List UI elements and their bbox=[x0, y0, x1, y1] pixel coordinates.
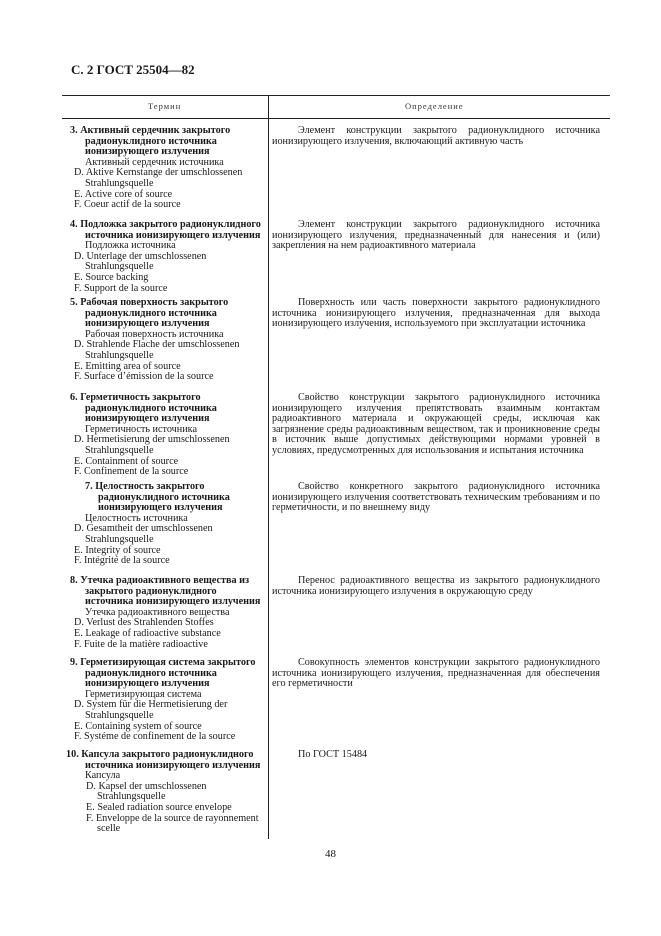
term-short: Подложка источника bbox=[85, 240, 176, 252]
definition-text: Элемент конструкции закрытого радионуклидного источника ионизирующего излучения, предназначенный для нанесения и (или) закрепления на нем радиоактивного материала bbox=[272, 219, 600, 252]
term-german: D. Aktive Kernstange der umschlossenen Strahlungsquelle bbox=[74, 167, 243, 189]
term-english: E. Sealed radiation source envelope bbox=[86, 801, 232, 813]
term-english: E. Source backing bbox=[74, 271, 149, 283]
term-name: 3. Активный сердечник закрытого радионуклидного источника ионизирующего излучения bbox=[70, 125, 231, 158]
term-name: 7. Целостность закрытого радионуклидного источника ионизирующего излучения bbox=[85, 481, 230, 514]
term-entry bbox=[70, 658, 266, 743]
column-header-definition: Определение bbox=[405, 101, 464, 111]
term-english: E. Containing system of source bbox=[74, 720, 202, 732]
term-french: F. Confinement de la source bbox=[74, 466, 189, 478]
term-german: D. Kapsel der umschlossenen Strahlungsquelle bbox=[86, 780, 207, 803]
term-french: F. Fuite de la matière radioactive bbox=[74, 638, 208, 650]
term-french: F. Coeur actif de la source bbox=[74, 199, 181, 211]
definition-text: Элемент конструкции закрытого радионуклидного источника ионизирующего излучения, включающий активную часть bbox=[272, 125, 600, 147]
term-entry bbox=[70, 482, 266, 567]
term-entry bbox=[66, 750, 266, 835]
term-german: D. Strahlende Flache der umschlossenen Strahlungsquelle bbox=[74, 339, 240, 361]
term-entry bbox=[70, 126, 266, 211]
term-german: D. Hermetisierung der umschlossenen Strahlungsquelle bbox=[74, 434, 230, 456]
term-name: 8. Утечка радиоактивного вещества из закрытого радионуклидного источника ионизирующего излучения bbox=[70, 575, 261, 608]
definition-text: По ГОСТ 15484 bbox=[298, 749, 368, 760]
table-top-border bbox=[62, 95, 610, 96]
table-header-border bbox=[62, 118, 610, 119]
term-name: 9. Герметизирующая система закрытого радионуклидного источника ионизирующего излучения bbox=[70, 657, 256, 690]
definition-text: Совокупность элементов конструкции закрытого радионуклидного источника ионизирующего излучения, предназначенная для обеспечения его герметичности bbox=[272, 657, 600, 690]
term-french: F. Surface d’émission de la source bbox=[74, 371, 214, 383]
term-short: Утечка радиоактивного вещества bbox=[85, 606, 230, 618]
term-short: Герметичность источника bbox=[85, 423, 198, 435]
term-english: E. Leakage of radioactive substance bbox=[74, 627, 221, 639]
term-name: 4. Подложка закрытого радионуклидного источника ионизирующего излучения bbox=[70, 219, 261, 241]
term-french: F. Support de la source bbox=[74, 282, 168, 294]
definition-text: Поверхность или часть поверхности закрытого радионуклидного источника ионизирующего излучения, предназначенная для выхода ионизирующего излучения, используемого при эксплуатации источника bbox=[272, 297, 600, 330]
term-english: E. Containment of source bbox=[74, 455, 179, 467]
term-english: E. Emitting area of source bbox=[74, 360, 181, 372]
term-short: Герметизирующая система bbox=[85, 688, 202, 700]
term-short: Капсула bbox=[85, 770, 121, 782]
term-english: E. Active core of source bbox=[74, 188, 173, 200]
term-entry bbox=[70, 298, 266, 383]
definition-text: Свойство конкретного закрытого радионуклидного источника ионизирующего излучения соответствовать техническим требованиям и по герметичности, и по внешнему виду bbox=[272, 481, 600, 514]
definition-text: Свойство конструкции закрытого радионуклидного источника ионизирующего излучения препятствовать взаимным контактам радиоактивного материала и окружающей среды, исключая как загрязнение среды радиоактивным веществом, так и проникновение среды в источник выше допустимых действующими нормами уровней в условиях, предусмотренных для использования и испытания источника bbox=[272, 392, 600, 456]
term-english: E. Integrity of source bbox=[74, 544, 161, 556]
term-entry bbox=[70, 393, 266, 478]
term-entry bbox=[70, 220, 266, 294]
column-divider bbox=[268, 95, 269, 839]
term-short: Активный сердечник источника bbox=[85, 156, 224, 168]
term-french: F. Intégrité de la source bbox=[74, 555, 170, 567]
definition-text: Перенос радиоактивного вещества из закрытого радионуклидного источника ионизирующего излучения в окружающую среду bbox=[272, 575, 600, 597]
column-header-term: Термин bbox=[148, 101, 182, 111]
page-header: С. 2 ГОСТ 25504—82 bbox=[71, 62, 195, 77]
term-name: 6. Герметичность закрытого радионуклидного источника ионизирующего излучения bbox=[70, 392, 217, 425]
term-french: F. Enveloppe de la source de rayonnement scelle bbox=[86, 812, 259, 835]
term-german: D. Unterlage der umschlossenen Strahlungsquelle bbox=[74, 250, 207, 273]
term-french: F. Systéme de confinement de la source bbox=[74, 731, 236, 743]
term-german: D. Verlust des Strahlenden Stoffes bbox=[74, 617, 214, 629]
term-name: 5. Рабочая поверхность закрытого радионуклидного источника ионизирующего излучения bbox=[70, 297, 229, 330]
term-german: D. System für die Hermetisierung der Strahlungsquelle bbox=[74, 699, 228, 721]
term-entry bbox=[70, 576, 266, 650]
term-german: D. Gesamtheit der umschlossenen Strahlungsquelle bbox=[74, 523, 213, 545]
term-short: Целостность источника bbox=[85, 512, 188, 524]
term-name: 10. Капсула закрытого радионуклидного источника ионизирующего излучения bbox=[66, 749, 261, 771]
page-number: 48 bbox=[325, 848, 336, 860]
term-short: Рабочая поверхность источника bbox=[85, 328, 224, 340]
